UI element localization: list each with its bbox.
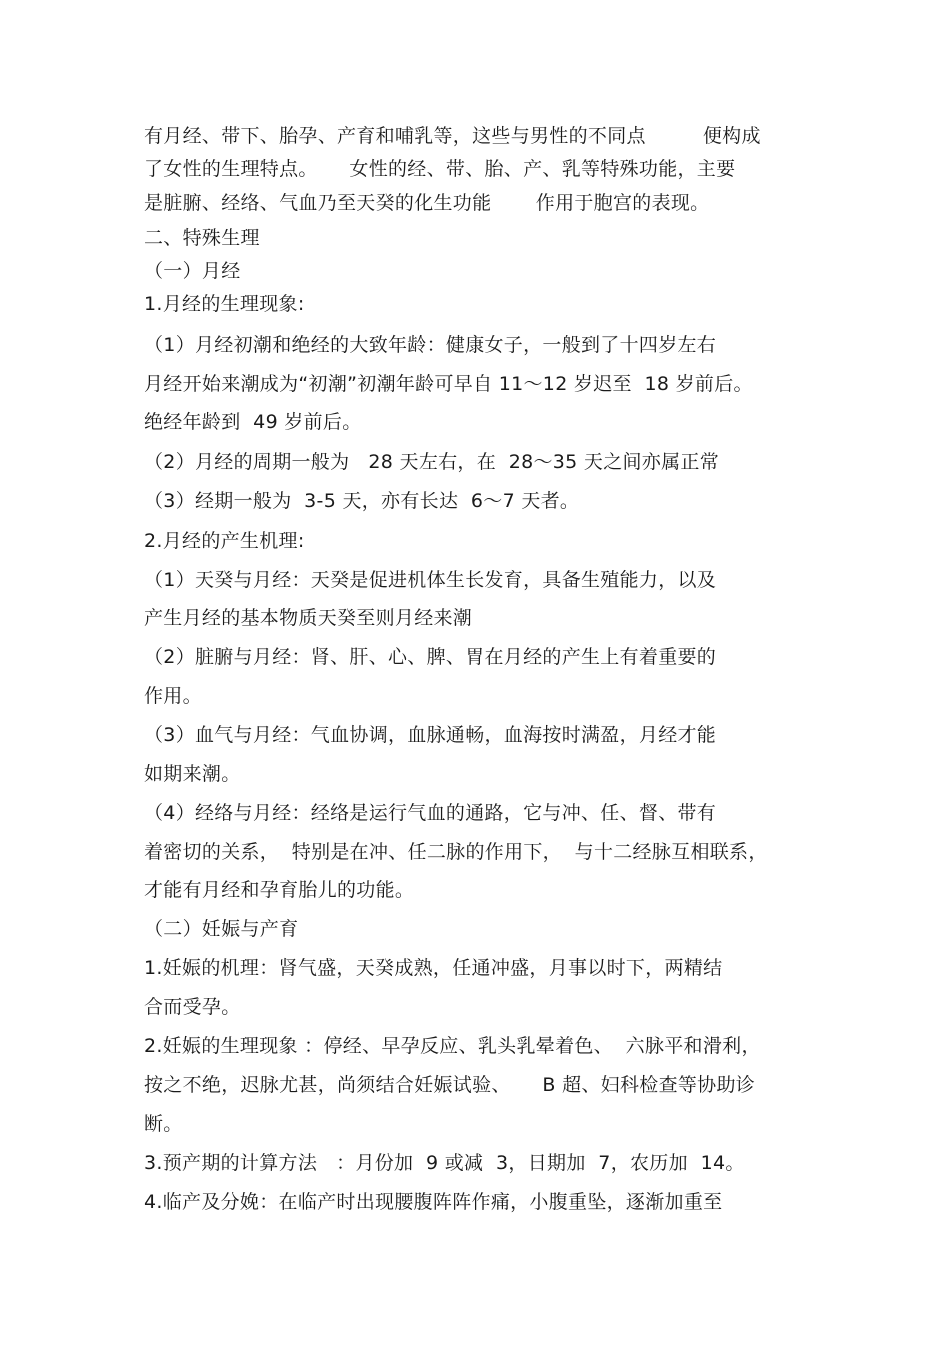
subsection-heading: （二）妊娠与产育: [144, 918, 299, 940]
text-line: （1）月经初潮和绝经的大致年龄：健康女子，一般到了十四岁左右: [144, 334, 717, 356]
text-line: 才能有月经和孕育胎儿的功能。: [144, 879, 415, 901]
text-line: 着密切的关系， 特别是在冲、任二脉的作用下， 与十二经脉互相联系，: [144, 841, 768, 863]
text-line: 绝经年龄到 49 岁前后。: [144, 411, 362, 433]
subsection-heading: （一）月经: [144, 260, 241, 282]
text-line: 合而受孕。: [144, 996, 241, 1018]
text-line: （2）脏腑与月经：肾、肝、心、脾、胃在月经的产生上有着重要的: [144, 646, 717, 668]
text-line: 按之不绝，迟脉尤甚，尚须结合妊娠试验、 B 超、妇科检查等协助诊: [144, 1074, 756, 1096]
text-line: 1.月经的生理现象:: [144, 293, 305, 315]
text-line: 2.妊娠的生理现象 ：停经、早孕反应、乳头乳晕着色、 六脉平和滑利，: [144, 1035, 761, 1057]
text-line: 3.预产期的计算方法 ：月份加 9 或减 3，日期加 7，农历加 14。: [144, 1152, 745, 1174]
text-line: （2）月经的周期一般为 28 天左右，在 28～35 天之间亦属正常: [144, 451, 719, 473]
text-line: （1）天癸与月经：天癸是促进机体生长发育，具备生殖能力，以及: [144, 569, 717, 591]
section-heading: 二、特殊生理: [144, 227, 260, 249]
text-line: 了女性的生理特点。 女性的经、带、胎、产、乳等特殊功能，主要: [144, 158, 736, 180]
text-line: 4.临产及分娩：在临产时出现腰腹阵阵作痛，小腹重坠，逐渐加重至: [144, 1191, 723, 1213]
text-line: 1.妊娠的机理：肾气盛，天癸成熟，任通冲盛，月事以时下，两精结: [144, 957, 723, 979]
text-line: 2.月经的产生机理:: [144, 530, 305, 552]
text-line: 月经开始来潮成为“初潮”初潮年龄可早自 11～12 岁迟至 18 岁前后。: [144, 373, 753, 395]
text-line: 作用。: [144, 685, 202, 707]
text-line: 断。: [144, 1113, 183, 1135]
text-line: 有月经、带下、胎孕、产育和哺乳等，这些与男性的不同点 便构成: [144, 125, 761, 147]
text-line: 如期来潮。: [144, 763, 241, 785]
text-line: （4）经络与月经：经络是运行气血的通路，它与冲、任、督、带有: [144, 802, 717, 824]
text-line: （3）血气与月经：气血协调，血脉通畅，血海按时满盈，月经才能: [144, 724, 717, 746]
text-line: （3）经期一般为 3-5 天，亦有长达 6～7 天者。: [144, 490, 580, 512]
text-line: 是脏腑、经络、气血乃至天癸的化生功能 作用于胞宫的表现。: [144, 192, 710, 214]
text-line: 产生月经的基本物质天癸至则月经来潮: [144, 607, 473, 629]
